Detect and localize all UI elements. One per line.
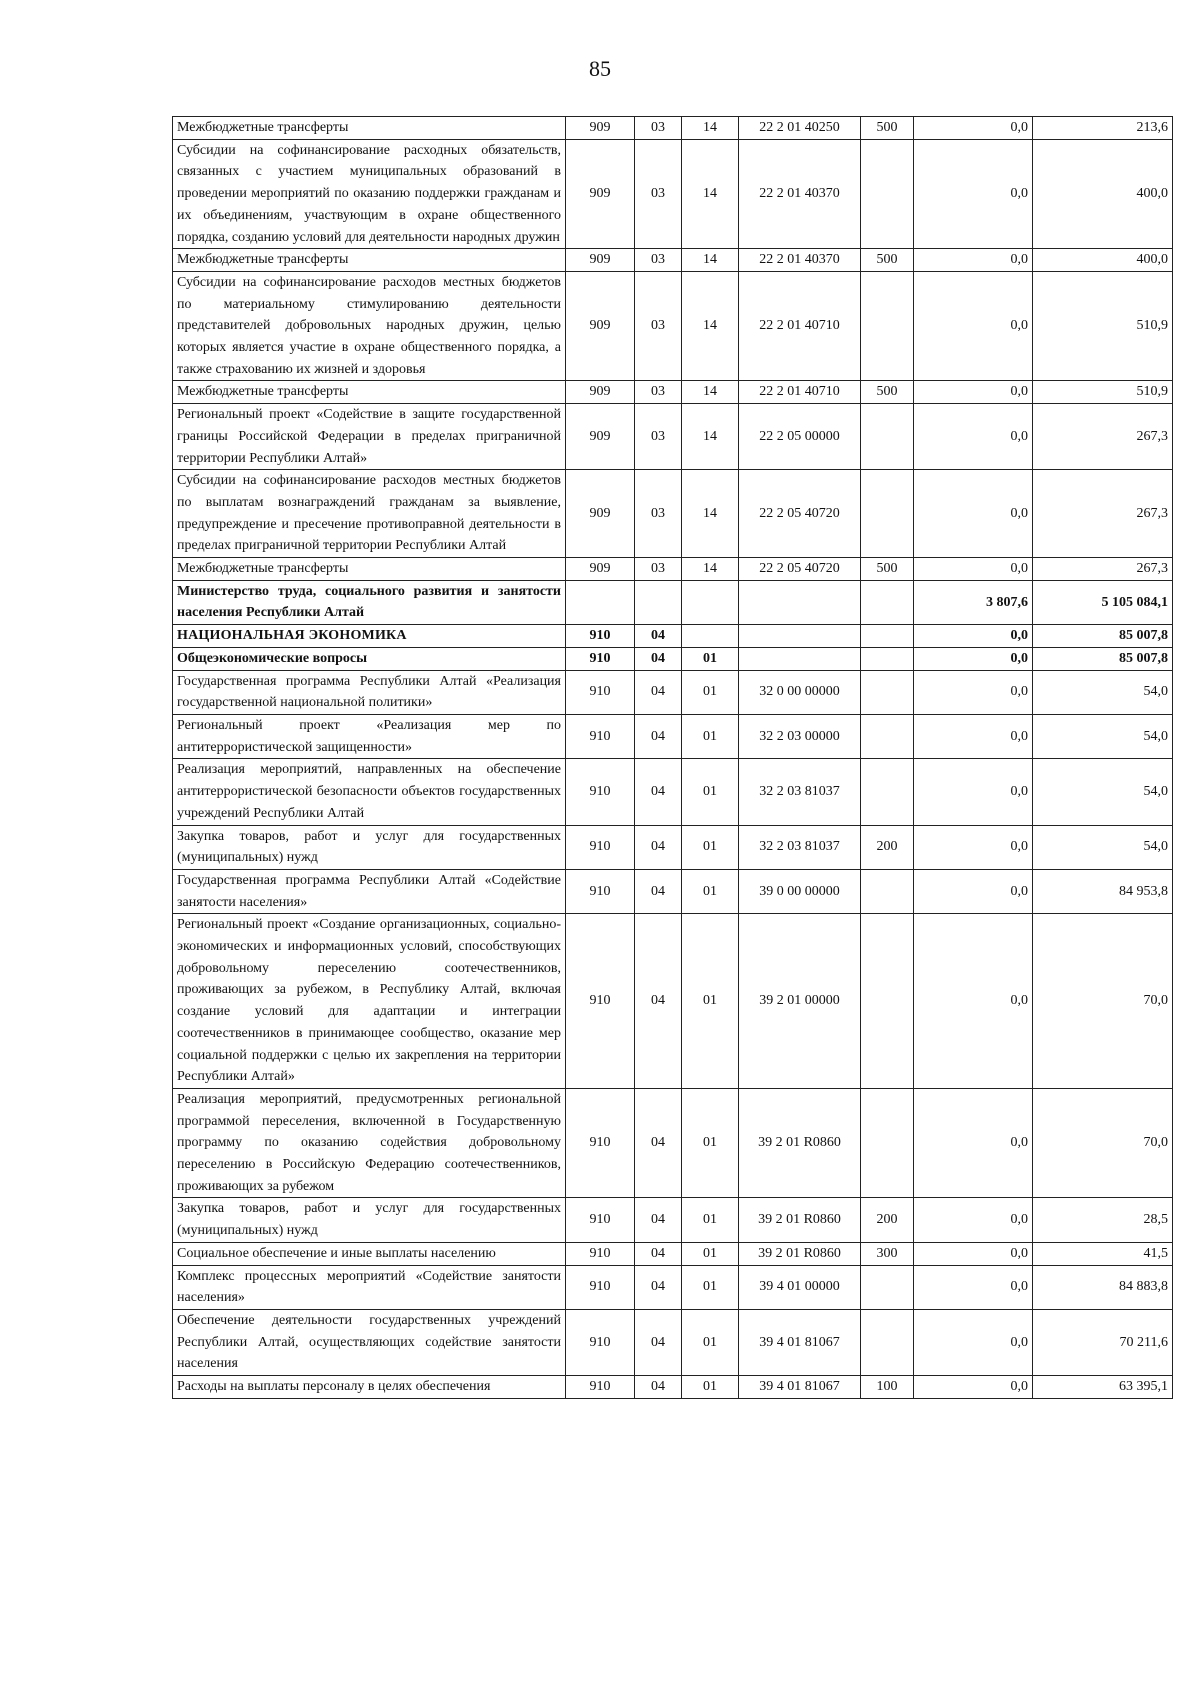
row-ministry-code-cell: 910 [566,759,635,825]
row-amount-2-cell: 70,0 [1033,914,1173,1089]
row-amount-1-cell: 0,0 [914,1309,1033,1375]
row-name-cell: Межбюджетные трансферты [173,117,566,140]
row-subsection-cell: 14 [682,470,739,558]
table-row [173,558,1173,581]
row-amount-1-cell: 0,0 [914,869,1033,913]
row-target-article-cell: 22 2 05 00000 [739,404,861,470]
row-expense-type-cell [861,869,914,913]
row-target-article-cell: 39 2 01 R0860 [739,1242,861,1265]
row-name-cell: Межбюджетные трансферты [173,558,566,581]
row-expense-type-cell [861,404,914,470]
row-ministry-code-cell: 910 [566,914,635,1089]
row-subsection-cell: 01 [682,714,739,758]
row-amount-2-cell: 85 007,8 [1033,647,1173,670]
row-subsection-cell: 01 [682,1309,739,1375]
row-ministry-code-cell: 910 [566,869,635,913]
row-section-cell: 04 [635,1088,682,1198]
row-amount-1-cell: 0,0 [914,759,1033,825]
row-amount-2-cell: 510,9 [1033,271,1173,381]
row-target-article-cell: 22 2 01 40370 [739,249,861,272]
row-expense-type-cell [861,647,914,670]
row-subsection-cell: 14 [682,249,739,272]
row-ministry-code-cell: 910 [566,714,635,758]
row-amount-1-cell: 0,0 [914,714,1033,758]
row-target-article-cell [739,625,861,648]
row-section-cell: 04 [635,1242,682,1265]
row-ministry-code-cell: 909 [566,470,635,558]
row-amount-2-cell: 63 395,1 [1033,1376,1173,1399]
row-name-cell: Министерство труда, социального развития и занятости населения Республики Алтай [173,580,566,624]
row-target-article-cell: 32 2 03 81037 [739,759,861,825]
row-section-cell: 03 [635,117,682,140]
row-amount-1-cell: 0,0 [914,271,1033,381]
row-ministry-code-cell [566,580,635,624]
row-ministry-code-cell: 909 [566,558,635,581]
row-section-cell: 04 [635,759,682,825]
row-subsection-cell: 01 [682,647,739,670]
row-amount-2-cell: 84 953,8 [1033,869,1173,913]
row-name-cell: Государственная программа Республики Алтай «Содействие занятости населения» [173,869,566,913]
row-ministry-code-cell: 910 [566,1309,635,1375]
row-section-cell [635,580,682,624]
row-amount-1-cell: 3 807,6 [914,580,1033,624]
row-expense-type-cell [861,625,914,648]
row-amount-1-cell: 0,0 [914,670,1033,714]
row-target-article-cell [739,580,861,624]
row-subsection-cell: 01 [682,869,739,913]
row-section-cell: 03 [635,381,682,404]
row-section-cell: 04 [635,670,682,714]
table-row [173,1198,1173,1242]
row-amount-2-cell: 510,9 [1033,381,1173,404]
row-section-cell: 03 [635,470,682,558]
table-row [173,1309,1173,1375]
row-target-article-cell: 32 2 03 81037 [739,825,861,869]
table-row [173,404,1173,470]
row-ministry-code-cell: 910 [566,1376,635,1399]
table-row [173,869,1173,913]
row-ministry-code-cell: 909 [566,381,635,404]
row-section-cell: 04 [635,869,682,913]
table-row [173,1265,1173,1309]
row-name-cell: Реализация мероприятий, направленных на обеспечение антитеррористической безопасности объектов государственных учреждений Республики Алтай [173,759,566,825]
row-target-article-cell: 39 4 01 81067 [739,1376,861,1399]
table-row [173,381,1173,404]
row-amount-2-cell: 41,5 [1033,1242,1173,1265]
row-expense-type-cell: 500 [861,249,914,272]
row-ministry-code-cell: 910 [566,625,635,648]
row-subsection-cell: 01 [682,670,739,714]
row-expense-type-cell [861,470,914,558]
row-amount-2-cell: 70,0 [1033,1088,1173,1198]
row-subsection-cell: 01 [682,1376,739,1399]
row-name-cell: Субсидии на софинансирование расходных обязательств, связанных с участием муниципальных образований в проведении мероприятий по оказанию поддержки гражданам и их объединениям, участвующим в охране общественного порядка, созданию условий для деятельности народных дружин [173,139,566,249]
row-subsection-cell: 01 [682,1265,739,1309]
row-target-article-cell: 39 2 01 00000 [739,914,861,1089]
row-amount-1-cell: 0,0 [914,625,1033,648]
row-amount-1-cell: 0,0 [914,647,1033,670]
row-section-cell: 03 [635,249,682,272]
row-amount-1-cell: 0,0 [914,1242,1033,1265]
row-section-cell: 04 [635,714,682,758]
page-number: 85 [589,56,611,81]
row-amount-2-cell: 400,0 [1033,139,1173,249]
table-row [173,139,1173,249]
row-subsection-cell: 14 [682,117,739,140]
row-section-cell: 03 [635,139,682,249]
row-name-cell: Региональный проект «Создание организационных, социально-экономических и информационных условий, способствующих добровольному переселению соотечественников, проживающих за рубежом, в Республику Алтай, включая создание условий для адаптации и интеграции соотечественников в принимающее сообщество, оказание мер социальной поддержки с целью их закрепления на территории Республики Алтай» [173,914,566,1089]
row-subsection-cell: 14 [682,139,739,249]
table-row [173,470,1173,558]
row-name-cell: Региональный проект «Содействие в защите государственной границы Российской Федерации в пределах приграничной территории Республики Алтай» [173,404,566,470]
table-row [173,670,1173,714]
row-subsection-cell: 14 [682,558,739,581]
row-ministry-code-cell: 909 [566,117,635,140]
row-amount-2-cell: 267,3 [1033,470,1173,558]
row-expense-type-cell [861,139,914,249]
row-section-cell: 04 [635,1265,682,1309]
row-name-cell: Государственная программа Республики Алтай «Реализация государственной национальной политики» [173,670,566,714]
row-expense-type-cell [861,1265,914,1309]
row-name-cell: Расходы на выплаты персоналу в целях обеспечения [173,1376,566,1399]
row-amount-1-cell: 0,0 [914,117,1033,140]
row-section-cell: 04 [635,1309,682,1375]
row-amount-2-cell: 400,0 [1033,249,1173,272]
row-section-cell: 03 [635,558,682,581]
row-target-article-cell: 39 2 01 R0860 [739,1198,861,1242]
row-target-article-cell: 22 2 05 40720 [739,470,861,558]
row-name-cell: Обеспечение деятельности государственных учреждений Республики Алтай, осуществляющих содействие занятости населения [173,1309,566,1375]
row-ministry-code-cell: 910 [566,1242,635,1265]
table-row [173,625,1173,648]
row-amount-1-cell: 0,0 [914,1376,1033,1399]
row-ministry-code-cell: 909 [566,249,635,272]
row-section-cell: 04 [635,825,682,869]
row-expense-type-cell [861,580,914,624]
budget-table [172,116,1173,1399]
row-subsection-cell: 01 [682,1242,739,1265]
row-amount-2-cell: 54,0 [1033,670,1173,714]
row-amount-1-cell: 0,0 [914,914,1033,1089]
table-row [173,117,1173,140]
table-row [173,580,1173,624]
row-ministry-code-cell: 909 [566,139,635,249]
table-row [173,1088,1173,1198]
row-target-article-cell: 32 0 00 00000 [739,670,861,714]
row-amount-1-cell: 0,0 [914,1265,1033,1309]
row-ministry-code-cell: 909 [566,404,635,470]
row-section-cell: 04 [635,914,682,1089]
table-row [173,1376,1173,1399]
row-ministry-code-cell: 909 [566,271,635,381]
row-subsection-cell: 01 [682,1088,739,1198]
row-amount-1-cell: 0,0 [914,139,1033,249]
row-name-cell: Межбюджетные трансферты [173,381,566,404]
table-body [173,117,1173,1399]
row-amount-1-cell: 0,0 [914,404,1033,470]
row-expense-type-cell [861,1088,914,1198]
row-subsection-cell: 01 [682,914,739,1089]
table-row [173,249,1173,272]
row-section-cell: 04 [635,1376,682,1399]
row-amount-2-cell: 54,0 [1033,759,1173,825]
row-ministry-code-cell: 910 [566,647,635,670]
row-amount-1-cell: 0,0 [914,1088,1033,1198]
row-target-article-cell [739,647,861,670]
row-target-article-cell: 39 4 01 00000 [739,1265,861,1309]
row-amount-1-cell: 0,0 [914,249,1033,272]
row-name-cell: Комплекс процессных мероприятий «Содействие занятости населения» [173,1265,566,1309]
row-target-article-cell: 22 2 05 40720 [739,558,861,581]
row-subsection-cell [682,625,739,648]
row-expense-type-cell: 500 [861,117,914,140]
row-expense-type-cell [861,914,914,1089]
row-subsection-cell: 01 [682,825,739,869]
row-name-cell: НАЦИОНАЛЬНАЯ ЭКОНОМИКА [173,625,566,648]
row-section-cell: 03 [635,271,682,381]
table-row [173,759,1173,825]
table-row [173,914,1173,1089]
row-expense-type-cell: 500 [861,381,914,404]
row-expense-type-cell [861,670,914,714]
row-expense-type-cell: 500 [861,558,914,581]
row-target-article-cell: 22 2 01 40710 [739,381,861,404]
row-name-cell: Межбюджетные трансферты [173,249,566,272]
row-target-article-cell: 39 2 01 R0860 [739,1088,861,1198]
row-amount-1-cell: 0,0 [914,1198,1033,1242]
row-subsection-cell: 01 [682,1198,739,1242]
row-name-cell: Общеэкономические вопросы [173,647,566,670]
row-target-article-cell: 22 2 01 40250 [739,117,861,140]
row-ministry-code-cell: 910 [566,670,635,714]
row-subsection-cell: 14 [682,404,739,470]
row-amount-2-cell: 267,3 [1033,558,1173,581]
row-amount-2-cell: 267,3 [1033,404,1173,470]
row-name-cell: Субсидии на софинансирование расходов местных бюджетов по материальному стимулированию деятельности представителей добровольных народных дружин, целью которых является участие в охране общественного порядка, а также страхованию их жизней и здоровья [173,271,566,381]
row-expense-type-cell [861,1309,914,1375]
row-ministry-code-cell: 910 [566,825,635,869]
row-target-article-cell: 39 0 00 00000 [739,869,861,913]
row-amount-2-cell: 213,6 [1033,117,1173,140]
row-section-cell: 04 [635,625,682,648]
row-ministry-code-cell: 910 [566,1088,635,1198]
row-target-article-cell: 39 4 01 81067 [739,1309,861,1375]
row-subsection-cell [682,580,739,624]
row-target-article-cell: 32 2 03 00000 [739,714,861,758]
row-name-cell: Региональный проект «Реализация мер по антитеррористической защищенности» [173,714,566,758]
table-row [173,714,1173,758]
row-amount-2-cell: 84 883,8 [1033,1265,1173,1309]
row-target-article-cell: 22 2 01 40710 [739,271,861,381]
row-expense-type-cell: 300 [861,1242,914,1265]
row-ministry-code-cell: 910 [566,1265,635,1309]
row-amount-1-cell: 0,0 [914,825,1033,869]
row-amount-2-cell: 85 007,8 [1033,625,1173,648]
row-amount-2-cell: 70 211,6 [1033,1309,1173,1375]
row-name-cell: Закупка товаров, работ и услуг для государственных (муниципальных) нужд [173,825,566,869]
table-row [173,1242,1173,1265]
row-subsection-cell: 14 [682,271,739,381]
row-subsection-cell: 01 [682,759,739,825]
row-amount-2-cell: 5 105 084,1 [1033,580,1173,624]
row-section-cell: 03 [635,404,682,470]
row-amount-1-cell: 0,0 [914,558,1033,581]
table-row [173,825,1173,869]
row-expense-type-cell [861,714,914,758]
row-section-cell: 04 [635,1198,682,1242]
row-amount-2-cell: 54,0 [1033,825,1173,869]
table-row [173,647,1173,670]
table-row [173,271,1173,381]
row-amount-1-cell: 0,0 [914,381,1033,404]
row-expense-type-cell: 100 [861,1376,914,1399]
row-expense-type-cell: 200 [861,825,914,869]
row-target-article-cell: 22 2 01 40370 [739,139,861,249]
row-name-cell: Субсидии на софинансирование расходов местных бюджетов по выплатам вознаграждений гражданам за выявление, предупреждение и пресечение противоправной деятельности в пределах приграничной территории Республики Алтай [173,470,566,558]
row-amount-2-cell: 54,0 [1033,714,1173,758]
row-amount-2-cell: 28,5 [1033,1198,1173,1242]
row-expense-type-cell: 200 [861,1198,914,1242]
row-section-cell: 04 [635,647,682,670]
row-name-cell: Закупка товаров, работ и услуг для государственных (муниципальных) нужд [173,1198,566,1242]
row-subsection-cell: 14 [682,381,739,404]
row-expense-type-cell [861,759,914,825]
row-expense-type-cell [861,271,914,381]
row-name-cell: Реализация мероприятий, предусмотренных региональной программой переселения, включенной в Государственную программу по оказанию содействия добровольному переселению в Российскую Федерацию соотечественников, проживающих за рубежом [173,1088,566,1198]
row-ministry-code-cell: 910 [566,1198,635,1242]
row-amount-1-cell: 0,0 [914,470,1033,558]
row-name-cell: Социальное обеспечение и иные выплаты населению [173,1242,566,1265]
